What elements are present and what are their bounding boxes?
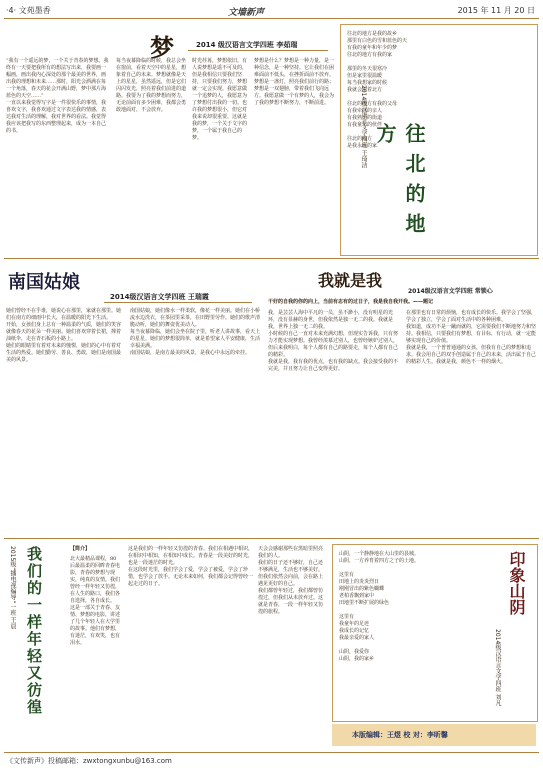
youth-banner-title: 我们的一样年轻又彷徨 (25, 546, 43, 716)
success-col-2: 在那里也有日常的烦恼，也有成长的快乐。我学会了坚强，学会了独立，学会了面对生活中的各种困难。 我知道，成功不是一蹴而就的，它需要我们不断地努力和坚持。我相信，只要我们有梦想，有目标，有行动，就一定能够实现自己的价值。 我就是我，一个普普通通的女孩，但我有自己的梦想和追求。我会用自己的双手创造属于自己的未来，活出属于自己的精彩人生。我就是我，颜色不一样的烟火。 (406, 310, 537, 365)
poem-shanyin-title: 印象山阴 (507, 551, 526, 615)
nanguo-col-1: 她们曾经不在乎谁，她说心在那里，家就在那里。她们在南方的细雨中长大，在温暖的阳光下生活。 开始，女孩们身上总有一种温柔的气质，她们的笑容就像春天的花朵一样美丽。她们喜欢穿着长裙，撑着油纸伞，走在青石板的小路上。 她们的眼睛里有着对未来的憧憬，她们的心中有着对生活的热爱。她们勤劳、善良、勇敢，她们是南国最美的风景。 (6, 308, 122, 363)
dream-title-rule (188, 50, 328, 51)
nanguo-col-2: 南国姑娘，她们像水一样柔软，像花一样美丽。她们在小桥流水边洗衣，在茶园里采茶，在田野里劳作。她们的歌声清脆动听，她们的舞姿优美动人。 每当夜幕降临，她们会坐在院子里，听老人讲故事，看天上的星星。她们的梦想很简单，就是希望家人平安健康，生活幸福美满。 南国姑娘，是南方最美的风景，是我心中永远的牵挂。 (130, 308, 261, 356)
dream-col-3: 时光荏苒，梦想依旧。有人说梦想是遥不可及的，但是我相信只要我们坚持，只要我们努力，梦想就一定会实现。我愿意做一个追梦的人，我愿意为了梦想付出我的一切。也许我的梦想很小，但它对我来说却很重要。这就是我的梦，一个关于文字的梦，一个属于我自己的梦。 (192, 58, 248, 141)
issue-date: 2015 年 11 月 20 日 (457, 6, 535, 15)
essay-col-3: 天会会感谢那些在黑暗里照亮我们的人。 我们的日子还不够好，自己还不够满足，生活也不够美好。但我们依然会向前，会在路上遇见更好的自己。 我们都曾年轻过，我们都曾彷徨过，但我们从未放弃过。这就是青春，一段一样年轻又彷徨的旅程。 (258, 546, 324, 615)
success-col-1: 我，是芸芸人海中平凡的一员，虽不渺小，没有明星的光环，没有显赫的身世，但我依然是独一无二的我。我就是我，世界上独一无二的我。 小时候的自己一直对未来充满幻想，但现实告诉我，只有努力才能实现梦想。我曾经羡慕过别人，也曾经嫉妒过别人，但后来我明白，每个人都有自己的路要走，每个人都有自己的精彩。 我就是我，我有我的优点，也有我的缺点。我会接受我的不完美，并且努力让自己变得更好。 (268, 310, 399, 372)
success-byline: 2014级汉语言文学四班 常锁心 (408, 288, 493, 295)
poem-shanyin-byline: 2014级汉语言文学四班 刘凡 (494, 629, 501, 707)
dream-col-2: 每当夜幕降临的时候，我总会坐在窗前，看着天空中的星星，想象着自己的未来。梦想就像是天上的星星，虽然遥远，但是它们闪闪发光，照亮着我们前进的道路。我要为了我的梦想而努力，无论前面有多少困难，我都会勇敢地面对，不会放弃。 (116, 58, 187, 113)
page-header (0, 0, 543, 20)
success-quote: 干好的自我的你的向上，当前有志有的过日子，我是我自我开我。——题记 (268, 299, 434, 305)
dream-title: 梦 (150, 33, 174, 62)
footer-email: 《文传新声》投稿邮箱：zwxtongxunbu@163.com (6, 757, 172, 765)
editor-credits-text: 本版编辑：王煜 校 对：李昕馨 (352, 731, 448, 739)
poem-shanyin-box (332, 544, 538, 722)
youth-banner-sub: 2015级“播电视编导”一班 王晨 (9, 546, 16, 630)
poem-north-box (340, 24, 538, 256)
section-divider-1 (4, 258, 539, 259)
footer-divider (4, 752, 539, 753)
poem-north-text: 往北的地方是我的故乡 那里有白色的雪和蓝色的天 有我的童年和年少的梦 往北的地方有我的家 那里的冬天很寒冷 但是家里很温暖 每当我想家的时候 我就会望着北方 往北的地方有我的父母 有我牵挂的亲人 有我熟悉的街道 有我童年的伙伴 往北的地方 是我永远的家 (347, 31, 408, 149)
nanguo-title-rule (104, 302, 252, 303)
nanguo-title: 南国姑娘 (8, 272, 80, 293)
poem-shanyin-text: 山阴，一个静静地在大山里的县城。 山阴，一方养育着四方之子的土地。 这里有 田地上的炎炎烈日 刚刚冒出的紫色蝴蝶 老柏香飘到家中 田地里不断扩展的绿色 这里有 我童年的足迹 我成长的记忆 我最亲爱的家人 山阴，我爱你 山阴，我的家乡 (339, 551, 420, 662)
youth-banner (4, 546, 64, 746)
publication-title: 文墙新声 (228, 8, 265, 18)
section-divider-2 (4, 538, 539, 539)
dream-col-4: 梦想是什么？梦想是一种力量，是一种信念，是一种坚持。它让我们在困难面前不低头，在挫折面前不放弃。梦想是一盏灯，照亮我们前行的路；梦想是一双翅膀，带着我们飞向远方。我愿意做一个有梦的人，我会为了我的梦想不断努力，不断前进。 (254, 58, 335, 106)
essay-col-1: 北大最精品课程，80 后最温柔的回眸青春电影，青春的梦想与现实，纯真的友情。我们曾经一样年轻又彷徨，在人生的路口，我们各自选择，各自成长。 这是一部关于青春、友情、梦想的电影，讲述了几个年轻人在大学里的故事。他们有梦想，有迷茫，有欢笑，也有泪水。 (70, 556, 121, 646)
dream-col-1: “我有一个遥远的梦，一个关于青春的梦想。我终有一天要把我所有的想法写出来，我要画一幅画，画出我内心深处的那个最美的世界，画出我的理想和未来……那时，阳光会洒满在每一个角落，春天的花会开满山野，梦中那片海蓝色的天空……” 一直以来我觉得写字是一件很快乐的事情，我喜欢文字，我喜欢通过文字表达我的情感，表达我对生活的理解，我对世界的看法。我觉得我应该把我写的东西整理起来，成为一本自己的书。 (6, 58, 109, 134)
essay-heading: 【简介】 (70, 546, 91, 552)
editor-credits (332, 724, 536, 746)
essay-col-2: 这是我们的一样年轻又彷徨的青春。我们在相遇中相识，在相识中相知，在相知中成长。青春是一段美好的时光，也是一段迷茫的时光。 在这段时光里，我们学会了爱，学会了被爱，学会了珍惜，也学会了放手。无论未来如何，我们都会记得曾经一起走过的日子。 (128, 546, 254, 587)
nanguo-byline: 2014级汉语言文学四班 王瑞霞 (110, 293, 209, 301)
poem-north-title: 往北的地方 (373, 123, 426, 243)
page-label: ·4· 文苑墨香 (6, 6, 51, 15)
success-title: 我就是我 (318, 271, 383, 290)
dream-byline: 2014 级汉语言文学四班 李茹瑞 (196, 41, 298, 49)
header-divider (4, 18, 539, 19)
poem-north-byline: 2014级汉语言文学四班 王琦洁 (360, 85, 367, 169)
